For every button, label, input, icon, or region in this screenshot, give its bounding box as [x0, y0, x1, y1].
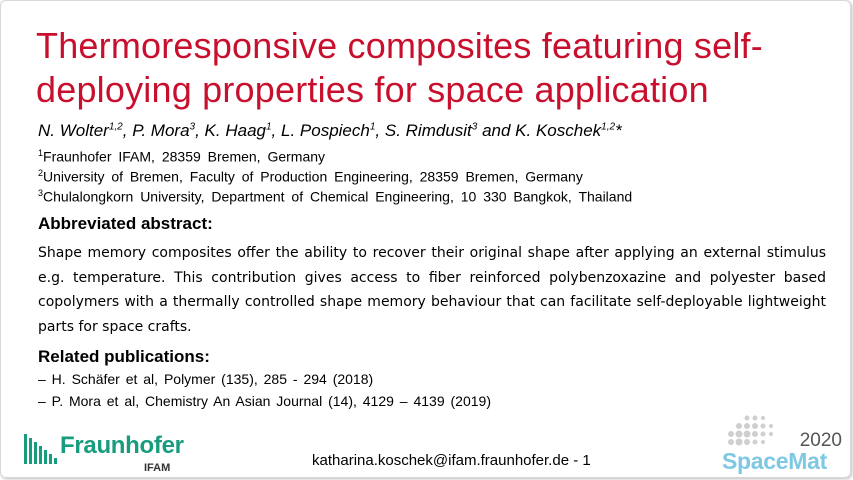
fraunhofer-logo-icon [24, 432, 58, 466]
author: P. Mora$^3$, [132, 121, 205, 140]
affiliation-2: $^2$University of Bremen, Faculty of Production Engineering, 28359 Bremen, Germany [38, 168, 583, 185]
abstract-text: Shape memory composites offer the ability to recover their original shape after applying an external stimulus e.g. temperature. This contribution gives access to fiber reinforced polybenzoxazine and polyester based copolymers with a thermally controlled shape memory behaviour that can facilitate self-deployable lightweight parts for space crafts. [38, 245, 826, 335]
logo-sub: IFAM [144, 462, 171, 474]
slide-title: Thermoresponsive composites featuring self-deploying properties for space application [36, 25, 763, 110]
author: S. Rimdusit$^3$ and [384, 121, 516, 140]
logo-name: Fraunhofer [60, 432, 184, 459]
affiliation-3: $^3$Chulalongkorn University, Department of Chemical Engineering, 10 330 Bangkok, Thailand [38, 188, 633, 205]
publications-heading: Related publications: [38, 347, 210, 366]
spacemat-logo [712, 410, 852, 478]
fraunhofer-logo [24, 432, 194, 478]
author: N. Wolter$^{1,2}$, [38, 121, 133, 140]
abstract-heading: Abbreviated abstract: [38, 214, 213, 233]
footer-email: katharina.koschek@ifam.fraunhofer.de - 1 [312, 452, 591, 469]
author: K. Haag$^1$, [204, 121, 281, 140]
author: L. Pospiech$^1$, [281, 121, 385, 140]
spacemat-year: 2020 [799, 430, 842, 451]
author-list [38, 121, 622, 141]
publication-item: – H. Schäfer et al, Polymer (135), 285 - 294 (2018) [38, 371, 374, 387]
affiliation-1: $^1$Fraunhofer IFAM, 28359 Bremen, Germany [38, 148, 326, 165]
spacemat-name: SpaceMat [722, 448, 827, 474]
author: K. Koschek$^{1,2}$* [515, 121, 622, 140]
publication-item: – P. Mora et al, Chemistry An Asian Journal (14), 4129 – 4139 (2019) [38, 393, 491, 409]
